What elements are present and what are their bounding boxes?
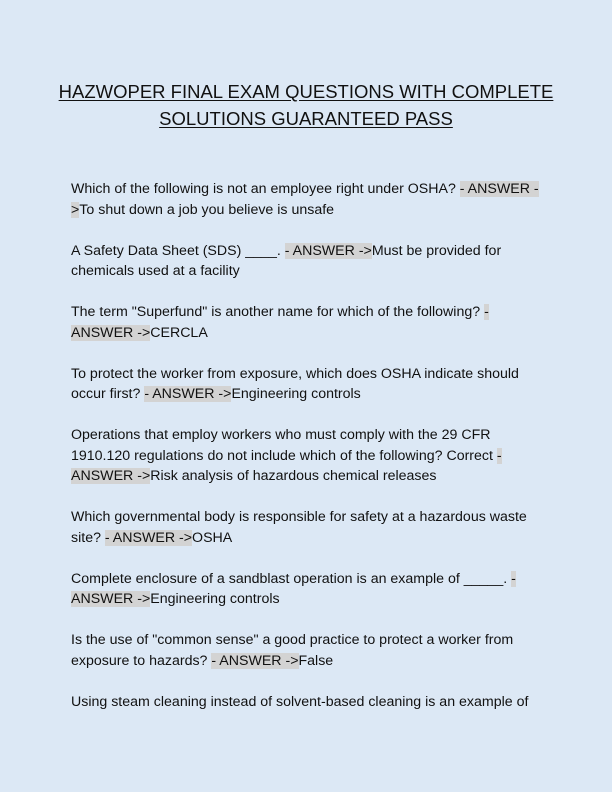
answer-marker: - ANSWER -> <box>144 386 232 402</box>
qa-item <box>71 364 551 405</box>
answer-text: Engineering controls <box>231 386 361 402</box>
question-text: Is the use of "common sense" a good practice to protect a worker from exposure to hazards? <box>71 632 514 669</box>
answer-marker: - ANSWER -> <box>211 652 299 669</box>
answer-text: False <box>298 652 334 669</box>
answer-marker: - ANSWER -> <box>71 181 539 218</box>
question-text: Which of the following is not an employee right under OSHA? <box>71 181 460 197</box>
question-text: Which governmental body is responsible for safety at a hazardous waste site? <box>71 509 527 546</box>
question-text: Using steam cleaning instead of solvent-based cleaning is an example of <box>71 693 529 710</box>
answer-text: Must be provided for chemicals used at a facility <box>71 242 502 279</box>
qa-item <box>71 569 551 610</box>
answer-text: OSHA <box>192 529 233 546</box>
qa-item <box>71 241 551 282</box>
answer-marker: - ANSWER -> <box>71 304 489 341</box>
document-title <box>40 78 572 132</box>
question-text: The term "Superfund" is another name for which of the following? <box>71 304 485 320</box>
question-text: Complete enclosure of a sandblast operation is an example of _____. <box>71 570 512 587</box>
answer-text: To shut down a job you believe is unsafe <box>79 201 335 218</box>
answer-marker: - ANSWER -> <box>104 529 193 546</box>
qa-list <box>71 179 551 733</box>
answer-text: Risk analysis of hazardous chemical releases <box>150 468 437 484</box>
title-line-1: HAZWOPER FINAL EXAM QUESTIONS WITH COMPLETE <box>58 81 554 102</box>
qa-item <box>71 630 551 671</box>
question-text: Operations that employ workers who must comply with the 29 CFR 1910.120 regulations do not include which of the following? Correct <box>71 427 497 464</box>
qa-item <box>71 302 551 343</box>
answer-marker: - ANSWER -> <box>71 570 516 607</box>
answer-text: Engineering controls <box>150 591 280 607</box>
qa-item <box>71 692 551 713</box>
answer-text: CERCLA <box>150 324 208 341</box>
title-line-2: SOLUTIONS GUARANTEED PASS <box>159 108 453 129</box>
qa-item <box>71 507 551 548</box>
qa-item <box>71 179 551 220</box>
question-text: A Safety Data Sheet (SDS) ____. <box>71 242 285 259</box>
answer-marker: - ANSWER -> <box>284 242 372 259</box>
answer-marker: - ANSWER -> <box>71 447 502 484</box>
question-text: To protect the worker from exposure, which does OSHA indicate should occur first? <box>71 365 519 402</box>
qa-item <box>71 425 551 487</box>
